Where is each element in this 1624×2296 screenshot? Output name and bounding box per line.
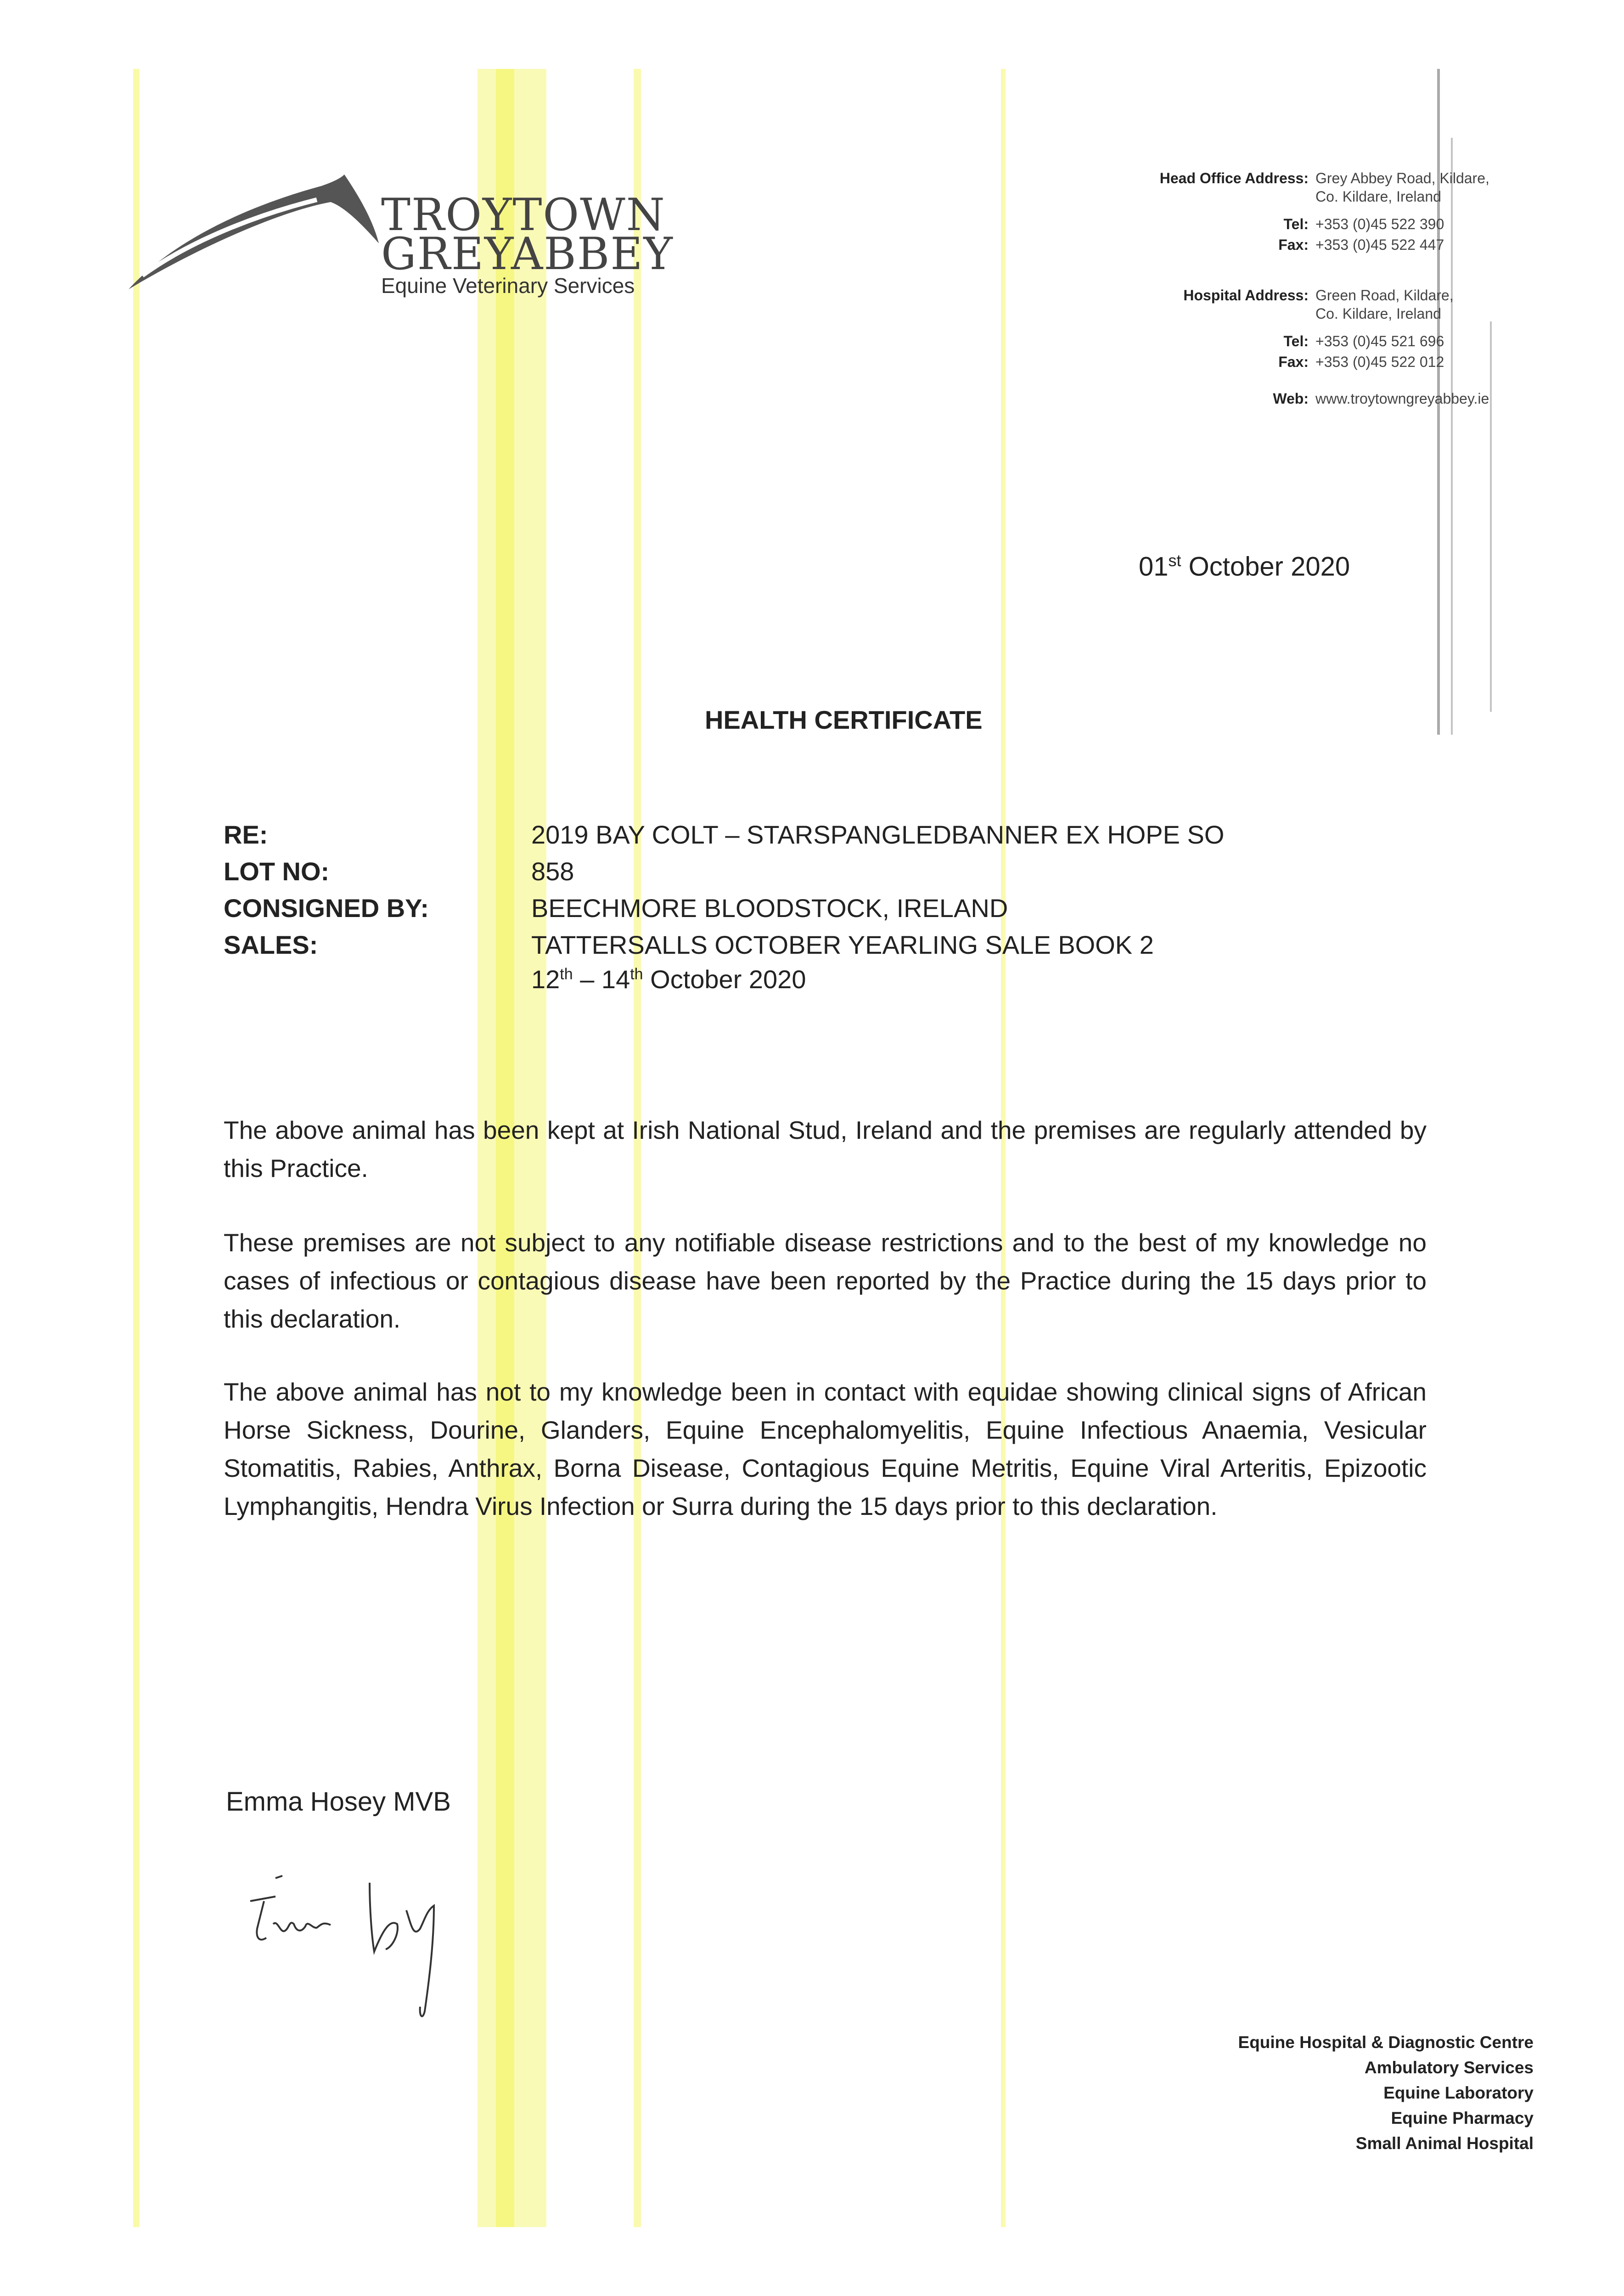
lot-label: LOT NO: xyxy=(224,857,330,886)
hospital-tel: +353 (0)45 521 696 xyxy=(1315,333,1444,349)
consigned-value: BEECHMORE BLOODSTOCK, IRELAND xyxy=(531,894,1008,923)
footer-service: Small Animal Hospital xyxy=(1355,2134,1534,2153)
footer-service: Equine Laboratory xyxy=(1383,2083,1534,2102)
scan-edge-mark xyxy=(1451,138,1453,735)
hospital-tel-label: Tel: xyxy=(1283,333,1309,349)
head-office-tel: +353 (0)45 522 390 xyxy=(1315,216,1444,232)
re-value: 2019 BAY COLT – STARSPANGLEDBANNER EX HOPE SO xyxy=(531,820,1225,849)
paragraph-disease-restrictions: These premises are not subject to any notifiable disease restrictions and to the best of my knowledge no cases of infectious or contagious disease have been reported by the Practice during the 15 days prior to this declaration. xyxy=(224,1228,1427,1333)
horse-head-logo-icon xyxy=(124,161,381,298)
head-office-address-line-2: Co. Kildare, Ireland xyxy=(1315,188,1441,205)
sales-label: SALES: xyxy=(224,930,318,959)
hospital-address-line-1: Green Road, Kildare, xyxy=(1315,287,1454,304)
signer-name: Emma Hosey MVB xyxy=(226,1787,451,1817)
brand-tagline: Equine Veterinary Services xyxy=(381,274,635,298)
head-office-fax: +353 (0)45 522 447 xyxy=(1315,236,1444,253)
head-office-address-line-1: Grey Abbey Road, Kildare, xyxy=(1315,170,1489,186)
brand-name-line-1: TROYTOWN xyxy=(381,189,666,241)
hospital-fax-label: Fax: xyxy=(1278,354,1309,370)
handwritten-signature xyxy=(232,1874,489,2039)
paragraph-premises: The above animal has been kept at Irish National Stud, Ireland and the premises are regularly attended by this Practice. xyxy=(224,1116,1427,1182)
head-office-fax-label: Fax: xyxy=(1278,236,1309,253)
footer-service: Equine Pharmacy xyxy=(1391,2109,1534,2127)
hospital-fax: +353 (0)45 522 012 xyxy=(1315,354,1444,370)
paragraph-contact-declaration: The above animal has not to my knowledge been in contact with equidae showing clinical signs of African Horse Sickness, Dourine, Glanders, Equine Encephalomyelitis, Equine Infectious Anaemia, Vesicular Stomatitis, Rabies, Anthrax, Borna Disease, Contagious Equine Metritis, Equine Viral Arteritis, Epizootic Lymphangitis, Hendra Virus Infection or Surra during the 15 days prior to this declaration. xyxy=(224,1378,1427,1520)
footer-service: Equine Hospital & Diagnostic Centre xyxy=(1238,2033,1534,2052)
footer-service: Ambulatory Services xyxy=(1364,2058,1534,2077)
document-date: 01st October 2020 xyxy=(1139,551,1350,582)
brand-name-line-2: GREYABBEY xyxy=(381,228,674,280)
hospital-address-line-2: Co. Kildare, Ireland xyxy=(1315,305,1441,322)
sales-dates: 12th – 14th October 2020 xyxy=(531,965,806,994)
consigned-label: CONSIGNED BY: xyxy=(224,894,429,923)
scan-streak xyxy=(133,69,140,2227)
web-label: Web: xyxy=(1273,390,1309,407)
certificate-title: HEALTH CERTIFICATE xyxy=(705,705,983,734)
hospital-address-label: Hospital Address: xyxy=(1183,287,1309,304)
head-office-tel-label: Tel: xyxy=(1283,216,1309,232)
head-office-label: Head Office Address: xyxy=(1159,170,1309,186)
scan-edge-mark xyxy=(1490,321,1492,712)
re-label: RE: xyxy=(224,820,268,849)
website-link[interactable]: www.troytowngreyabbey.ie xyxy=(1315,390,1489,407)
lot-value: 858 xyxy=(531,857,574,886)
sales-value: TATTERSALLS OCTOBER YEARLING SALE BOOK 2 xyxy=(531,930,1154,959)
